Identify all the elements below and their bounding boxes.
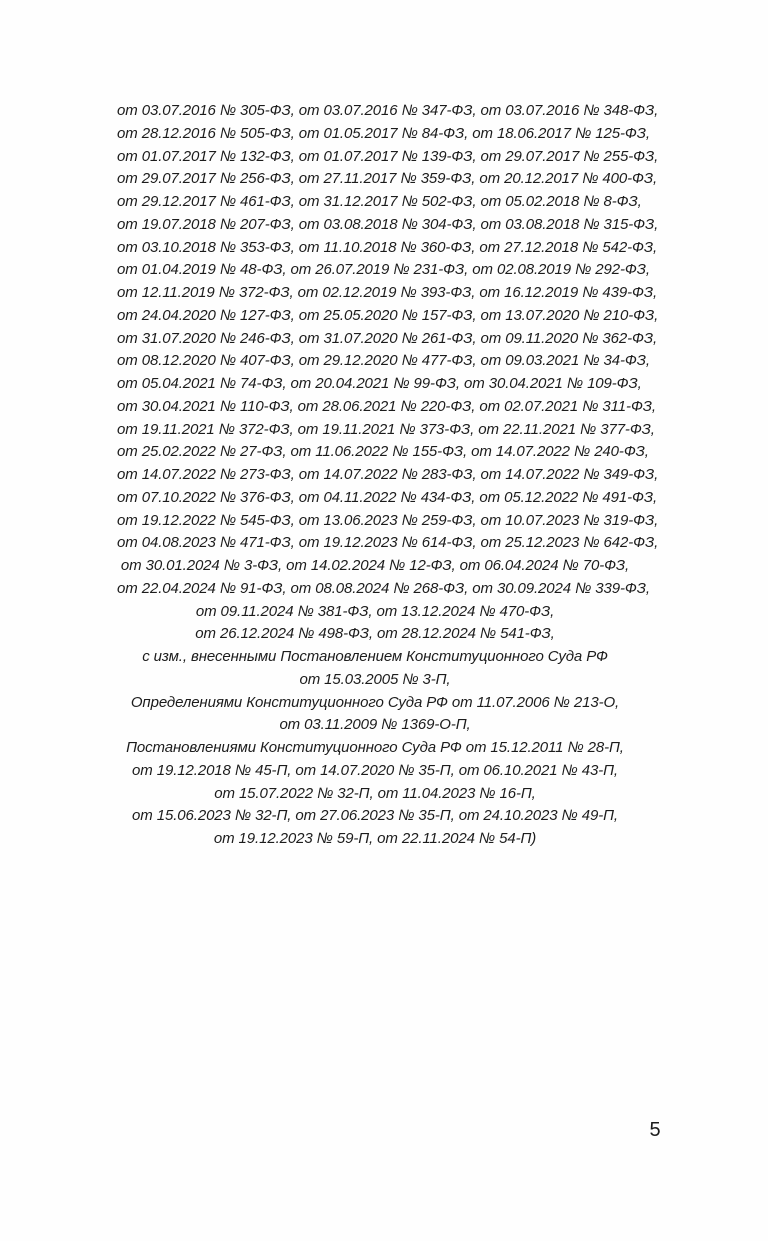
amendment-line: от 19.12.2022 № 545-ФЗ, от 13.06.2023 № 259-ФЗ, от 10.07.2023 № 319-ФЗ, — [117, 511, 659, 529]
amendment-line: Постановлениями Конституционного Суда РФ от 15.12.2011 № 28-П, — [126, 739, 624, 756]
amendment-line: от 08.12.2020 № 407-ФЗ, от 29.12.2020 № 477-ФЗ, от 09.03.2021 № 34-ФЗ, — [117, 352, 650, 370]
amendment-line: от 01.04.2019 № 48-ФЗ, от 26.07.2019 № 231-ФЗ, от 02.08.2019 № 292-ФЗ, — [117, 261, 650, 279]
amendment-line: от 30.04.2021 № 110-ФЗ, от 28.06.2021 № 220-ФЗ, от 02.07.2021 № 311-ФЗ, — [117, 397, 656, 415]
amendment-line: от 24.04.2020 № 127-ФЗ, от 25.05.2020 № 157-ФЗ, от 13.07.2020 № 210-ФЗ, — [117, 306, 659, 324]
amendment-line: от 04.08.2023 № 471-ФЗ, от 19.12.2023 № 614-ФЗ, от 25.12.2023 № 642-ФЗ, — [117, 534, 659, 552]
page-number: 5 — [649, 1119, 661, 1141]
amendment-line: от 03.07.2016 № 305-ФЗ, от 03.07.2016 № 347-ФЗ, от 03.07.2016 № 348-ФЗ, — [117, 102, 659, 119]
amendment-line: от 12.11.2019 № 372-ФЗ, от 02.12.2019 № 393-ФЗ, от 16.12.2019 № 439-ФЗ, — [117, 284, 658, 301]
amendment-line: от 19.07.2018 № 207-ФЗ, от 03.08.2018 № 304-ФЗ, от 03.08.2018 № 315-ФЗ, — [117, 215, 659, 233]
amendment-line: с изм., внесенными Постановлением Конституционного Суда РФ — [142, 648, 608, 665]
amendment-line: от 28.12.2016 № 505-ФЗ, от 01.05.2017 № 84-ФЗ, от 18.06.2017 № 125-ФЗ, — [117, 124, 650, 142]
amendment-line: от 25.02.2022 № 27-ФЗ, от 11.06.2022 № 155-ФЗ, от 14.07.2022 № 240-ФЗ, — [117, 443, 649, 461]
amendment-line: от 15.06.2023 № 32-П, от 27.06.2023 № 35-П, от 24.10.2023 № 49-П, — [132, 807, 618, 825]
amendment-line: от 05.04.2021 № 74-ФЗ, от 20.04.2021 № 99-ФЗ, от 30.04.2021 № 109-ФЗ, — [117, 375, 642, 392]
amendment-line: от 30.01.2024 № 3-ФЗ, от 14.02.2024 № 12-ФЗ, от 06.04.2024 № 70-ФЗ, — [120, 557, 630, 574]
amendment-line: от 03.11.2009 № 1369-О-П, — [279, 716, 471, 734]
amendment-line: Определениями Конституционного Суда РФ от 11.07.2006 № 213-О, — [130, 693, 620, 711]
amendment-line: от 15.07.2022 № 32-П, от 11.04.2023 № 16-П, — [214, 784, 536, 802]
amendment-line: от 01.07.2017 № 132-ФЗ, от 01.07.2017 № 139-ФЗ, от 29.07.2017 № 255-ФЗ, — [117, 147, 659, 165]
amendment-line: от 09.11.2024 № 381-ФЗ, от 13.12.2024 № 470-ФЗ, — [195, 602, 555, 620]
amendment-line: от 19.12.2018 № 45-П, от 14.07.2020 № 35-П, от 06.10.2021 № 43-П, — [132, 761, 618, 779]
amendment-line: от 29.12.2017 № 461-ФЗ, от 31.12.2017 № 502-ФЗ, от 05.02.2018 № 8-ФЗ, — [117, 193, 642, 210]
amendment-line: от 03.10.2018 № 353-ФЗ, от 11.10.2018 № 360-ФЗ, от 27.12.2018 № 542-ФЗ, — [117, 238, 658, 256]
amendments-list-block — [117, 100, 659, 851]
amendment-line: от 07.10.2022 № 376-ФЗ, от 04.11.2022 № 434-ФЗ, от 05.12.2022 № 491-ФЗ, — [117, 488, 658, 506]
amendment-line: от 29.07.2017 № 256-ФЗ, от 27.11.2017 № 359-ФЗ, от 20.12.2017 № 400-ФЗ, — [117, 170, 658, 188]
amendment-line: от 19.11.2021 № 372-ФЗ, от 19.11.2021 № 373-ФЗ, от 22.11.2021 № 377-ФЗ, — [117, 420, 655, 438]
amendment-line: от 19.12.2023 № 59-П, от 22.11.2024 № 54-П) — [213, 830, 537, 847]
amendment-line: от 14.07.2022 № 273-ФЗ, от 14.07.2022 № 283-ФЗ, от 14.07.2022 № 349-ФЗ, — [117, 466, 659, 483]
amendment-line: от 22.04.2024 № 91-ФЗ, от 08.08.2024 № 268-ФЗ, от 30.09.2024 № 339-ФЗ, — [117, 579, 650, 597]
amendment-line: от 15.03.2005 № 3-П, — [299, 670, 451, 688]
amendment-line: от 31.07.2020 № 246-ФЗ, от 31.07.2020 № 261-ФЗ, от 09.11.2020 № 362-ФЗ, — [117, 329, 658, 347]
amendment-line: от 26.12.2024 № 498-ФЗ, от 28.12.2024 № 541-ФЗ, — [195, 625, 555, 643]
